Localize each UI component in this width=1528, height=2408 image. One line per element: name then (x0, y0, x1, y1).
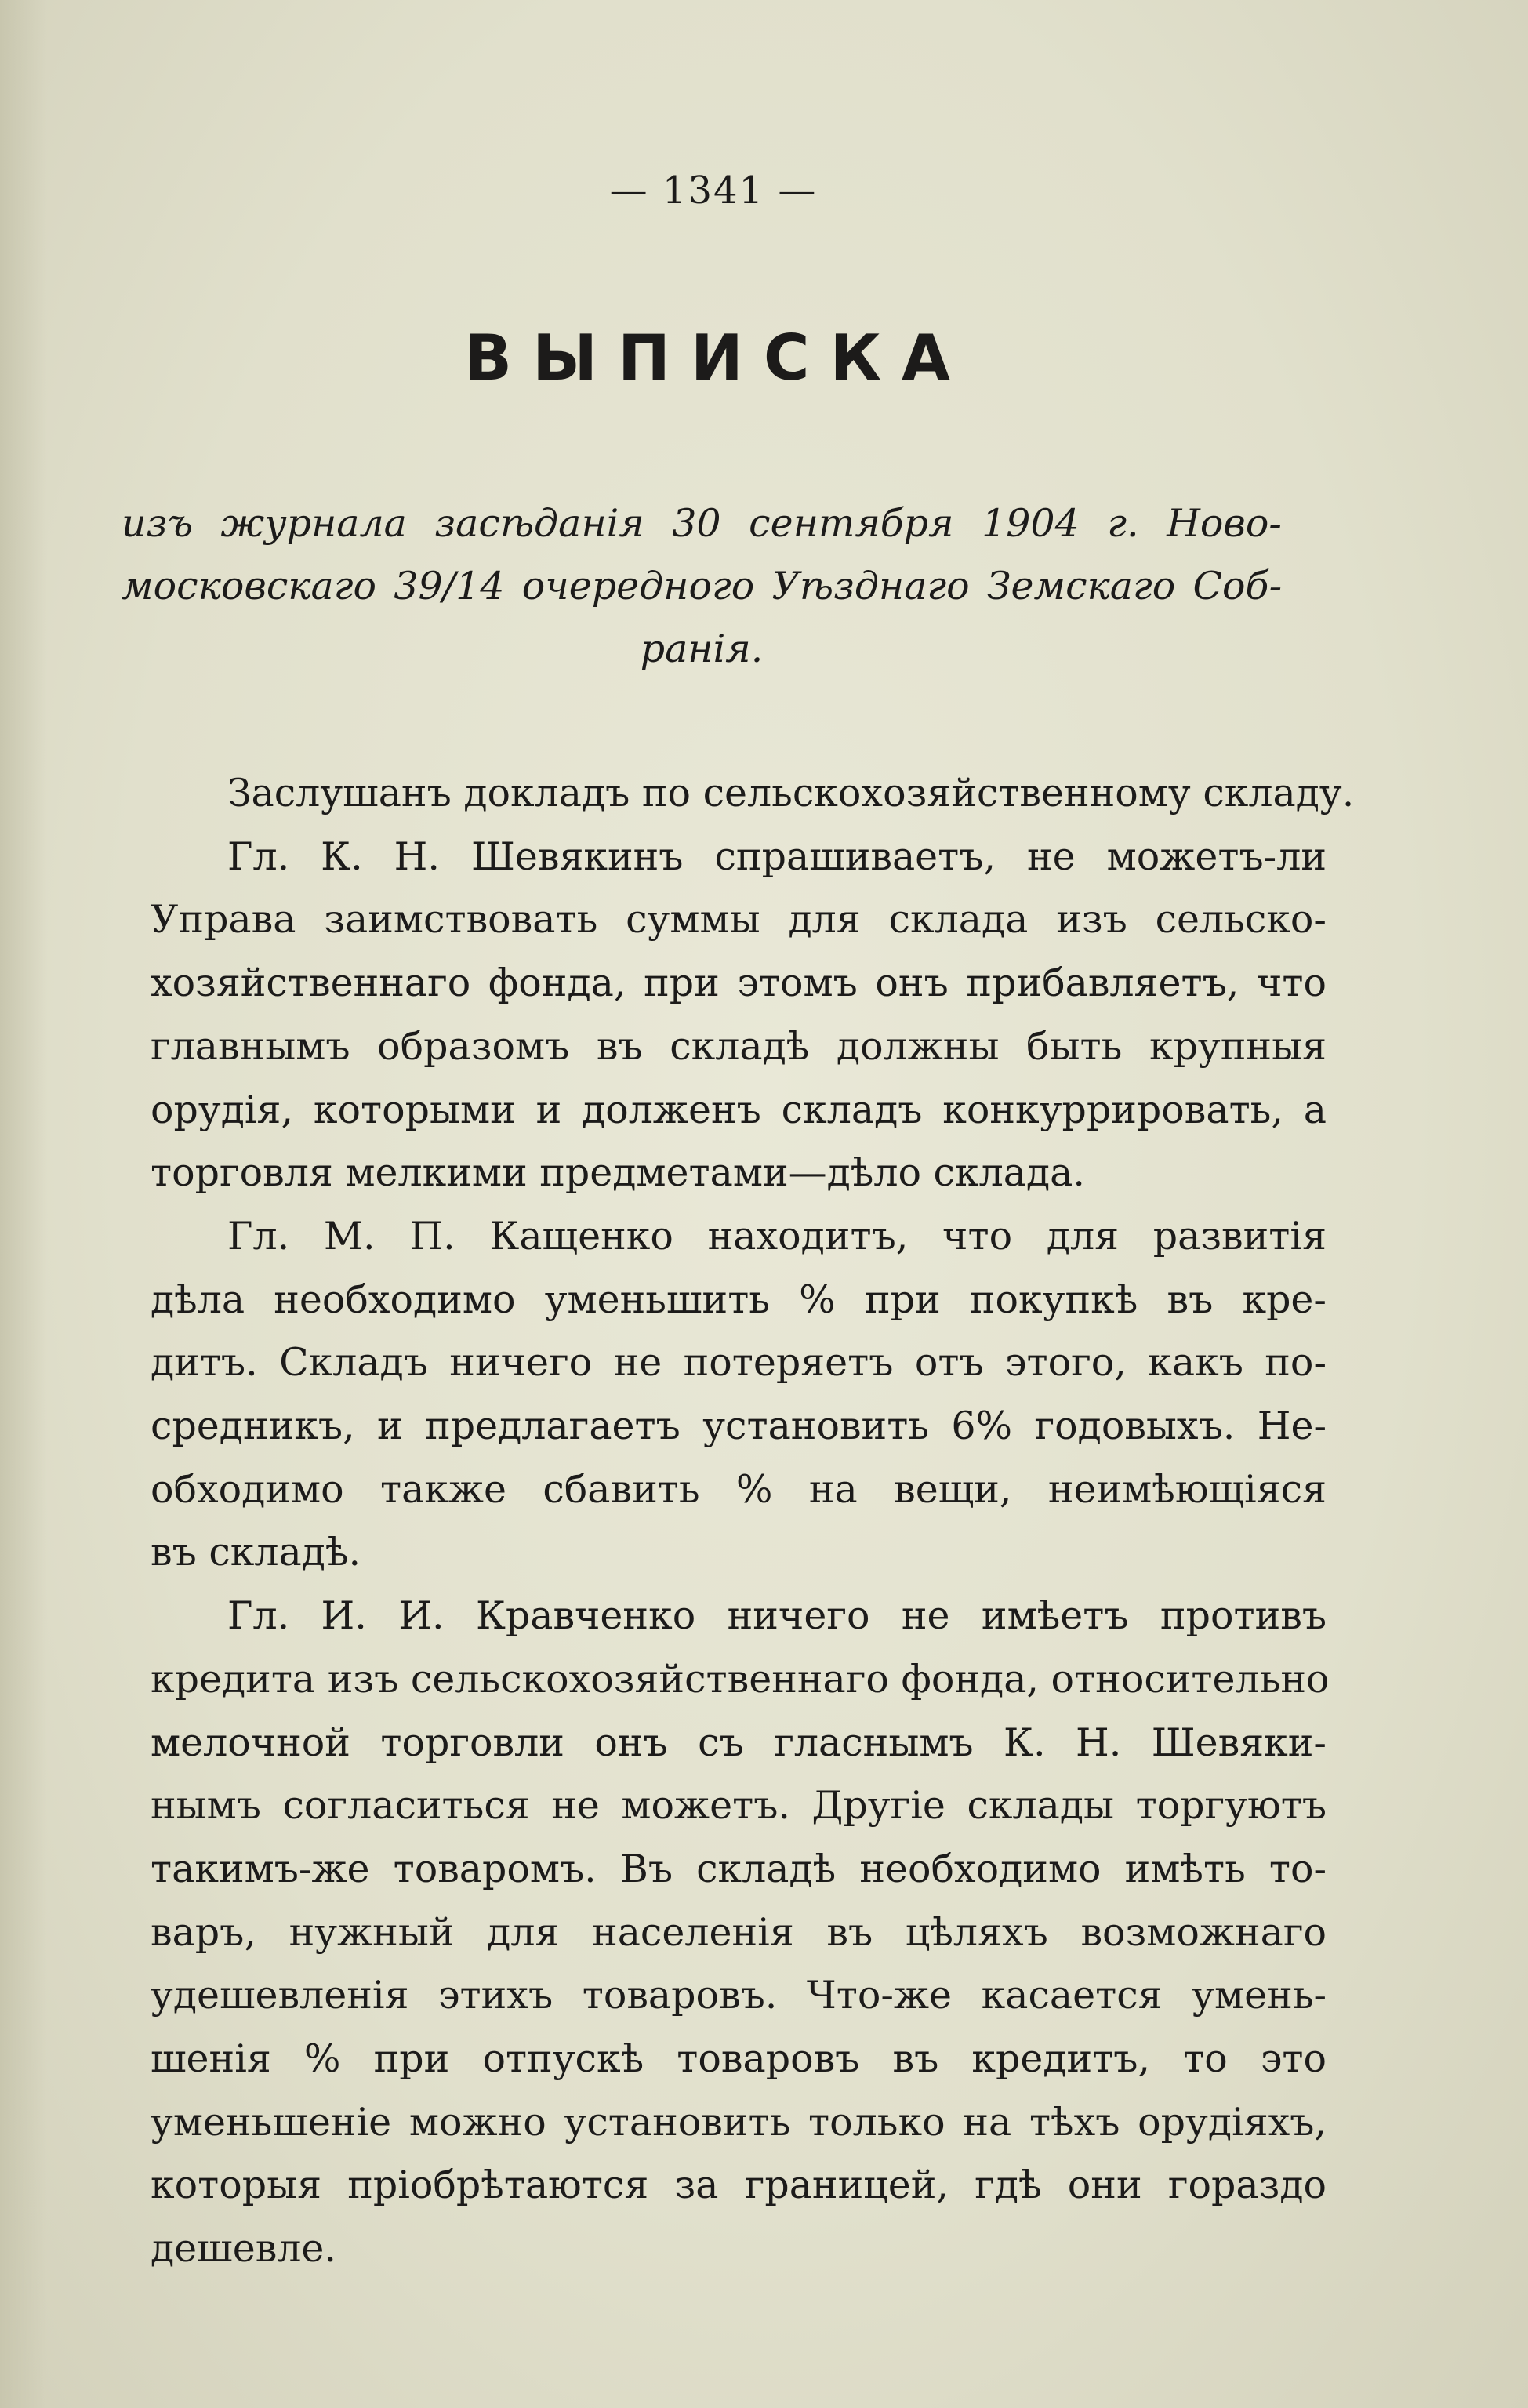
subtitle-line: изъ журнала засѣданія 30 сентября 1904 г. Ново- (122, 501, 1282, 546)
document-title: ВЫПИСКА (464, 321, 971, 394)
subtitle-line: ранія. (640, 627, 764, 671)
page-number: — 1341 — (609, 169, 818, 212)
text-line: въ складѣ. (151, 1530, 361, 1575)
text-line: Гл. И. И. Кравченко ничего не имѣетъ противъ (227, 1593, 1327, 1639)
text-line: хозяйственнаго фонда, при этомъ онъ прибавляетъ, что (151, 961, 1327, 1006)
text-line: торговля мелкими предметами—дѣло склада. (151, 1150, 1085, 1196)
text-line: Гл. К. Н. Шевякинъ спрашиваетъ, не можетъ-ли (227, 834, 1327, 879)
text-line: дитъ. Складъ ничего не потеряетъ отъ этого, какъ по- (151, 1340, 1327, 1386)
text-line: такимъ-же товаромъ. Въ складѣ необходимо имѣть то- (151, 1846, 1327, 1891)
text-line: дешевле. (151, 2226, 337, 2272)
subtitle-line: московскаго 39/14 очередного Уѣзднаго Земскаго Соб- (122, 564, 1282, 608)
text-line: шенія % при отпускѣ товаровъ въ кредитъ, то это (151, 2036, 1327, 2082)
text-line: Гл. М. П. Кащенко находитъ, что для развитія (227, 1213, 1327, 1258)
text-line: Управа заимствовать суммы для склада изъ сельско- (151, 897, 1327, 942)
text-line: дѣла необходимо уменьшить % при покупкѣ въ кре- (151, 1277, 1327, 1322)
text-line: уменьшеніе можно установить только на тѣхъ орудіяхъ, (151, 2099, 1327, 2145)
text-line: мелочной торговли онъ съ гласнымъ К. Н. Шевяки- (151, 1720, 1327, 1765)
body-text (151, 762, 1355, 2281)
text-line: Заслушанъ докладъ по сельскохозяйственному складу. (227, 771, 1355, 815)
text-line: нымъ согласиться не можетъ. Другіе склады торгуютъ (151, 1783, 1327, 1829)
text-line: которыя пріобрѣтаются за границей, гдѣ они гораздо (151, 2163, 1327, 2208)
text-line: главнымъ образомъ въ складѣ должны быть крупныя (151, 1023, 1327, 1069)
text-line: кредита изъ сельскохозяйственнаго фонда, относительно (151, 1656, 1330, 1702)
text-line: варъ, нужный для населенія въ цѣляхъ возможнаго (151, 1909, 1327, 1955)
text-line: орудія, которыми и долженъ складъ конкуррировать, а (151, 1087, 1327, 1132)
document-subtitle (122, 492, 1282, 681)
text-line: средникъ, и предлагаетъ установить 6% годовыхъ. Не- (151, 1404, 1327, 1449)
text-line: удешевленія этихъ товаровъ. Что-же касается умень- (151, 1973, 1327, 2018)
text-line: обходимо также сбавить % на вещи, неимѣющіяся (151, 1466, 1327, 1512)
